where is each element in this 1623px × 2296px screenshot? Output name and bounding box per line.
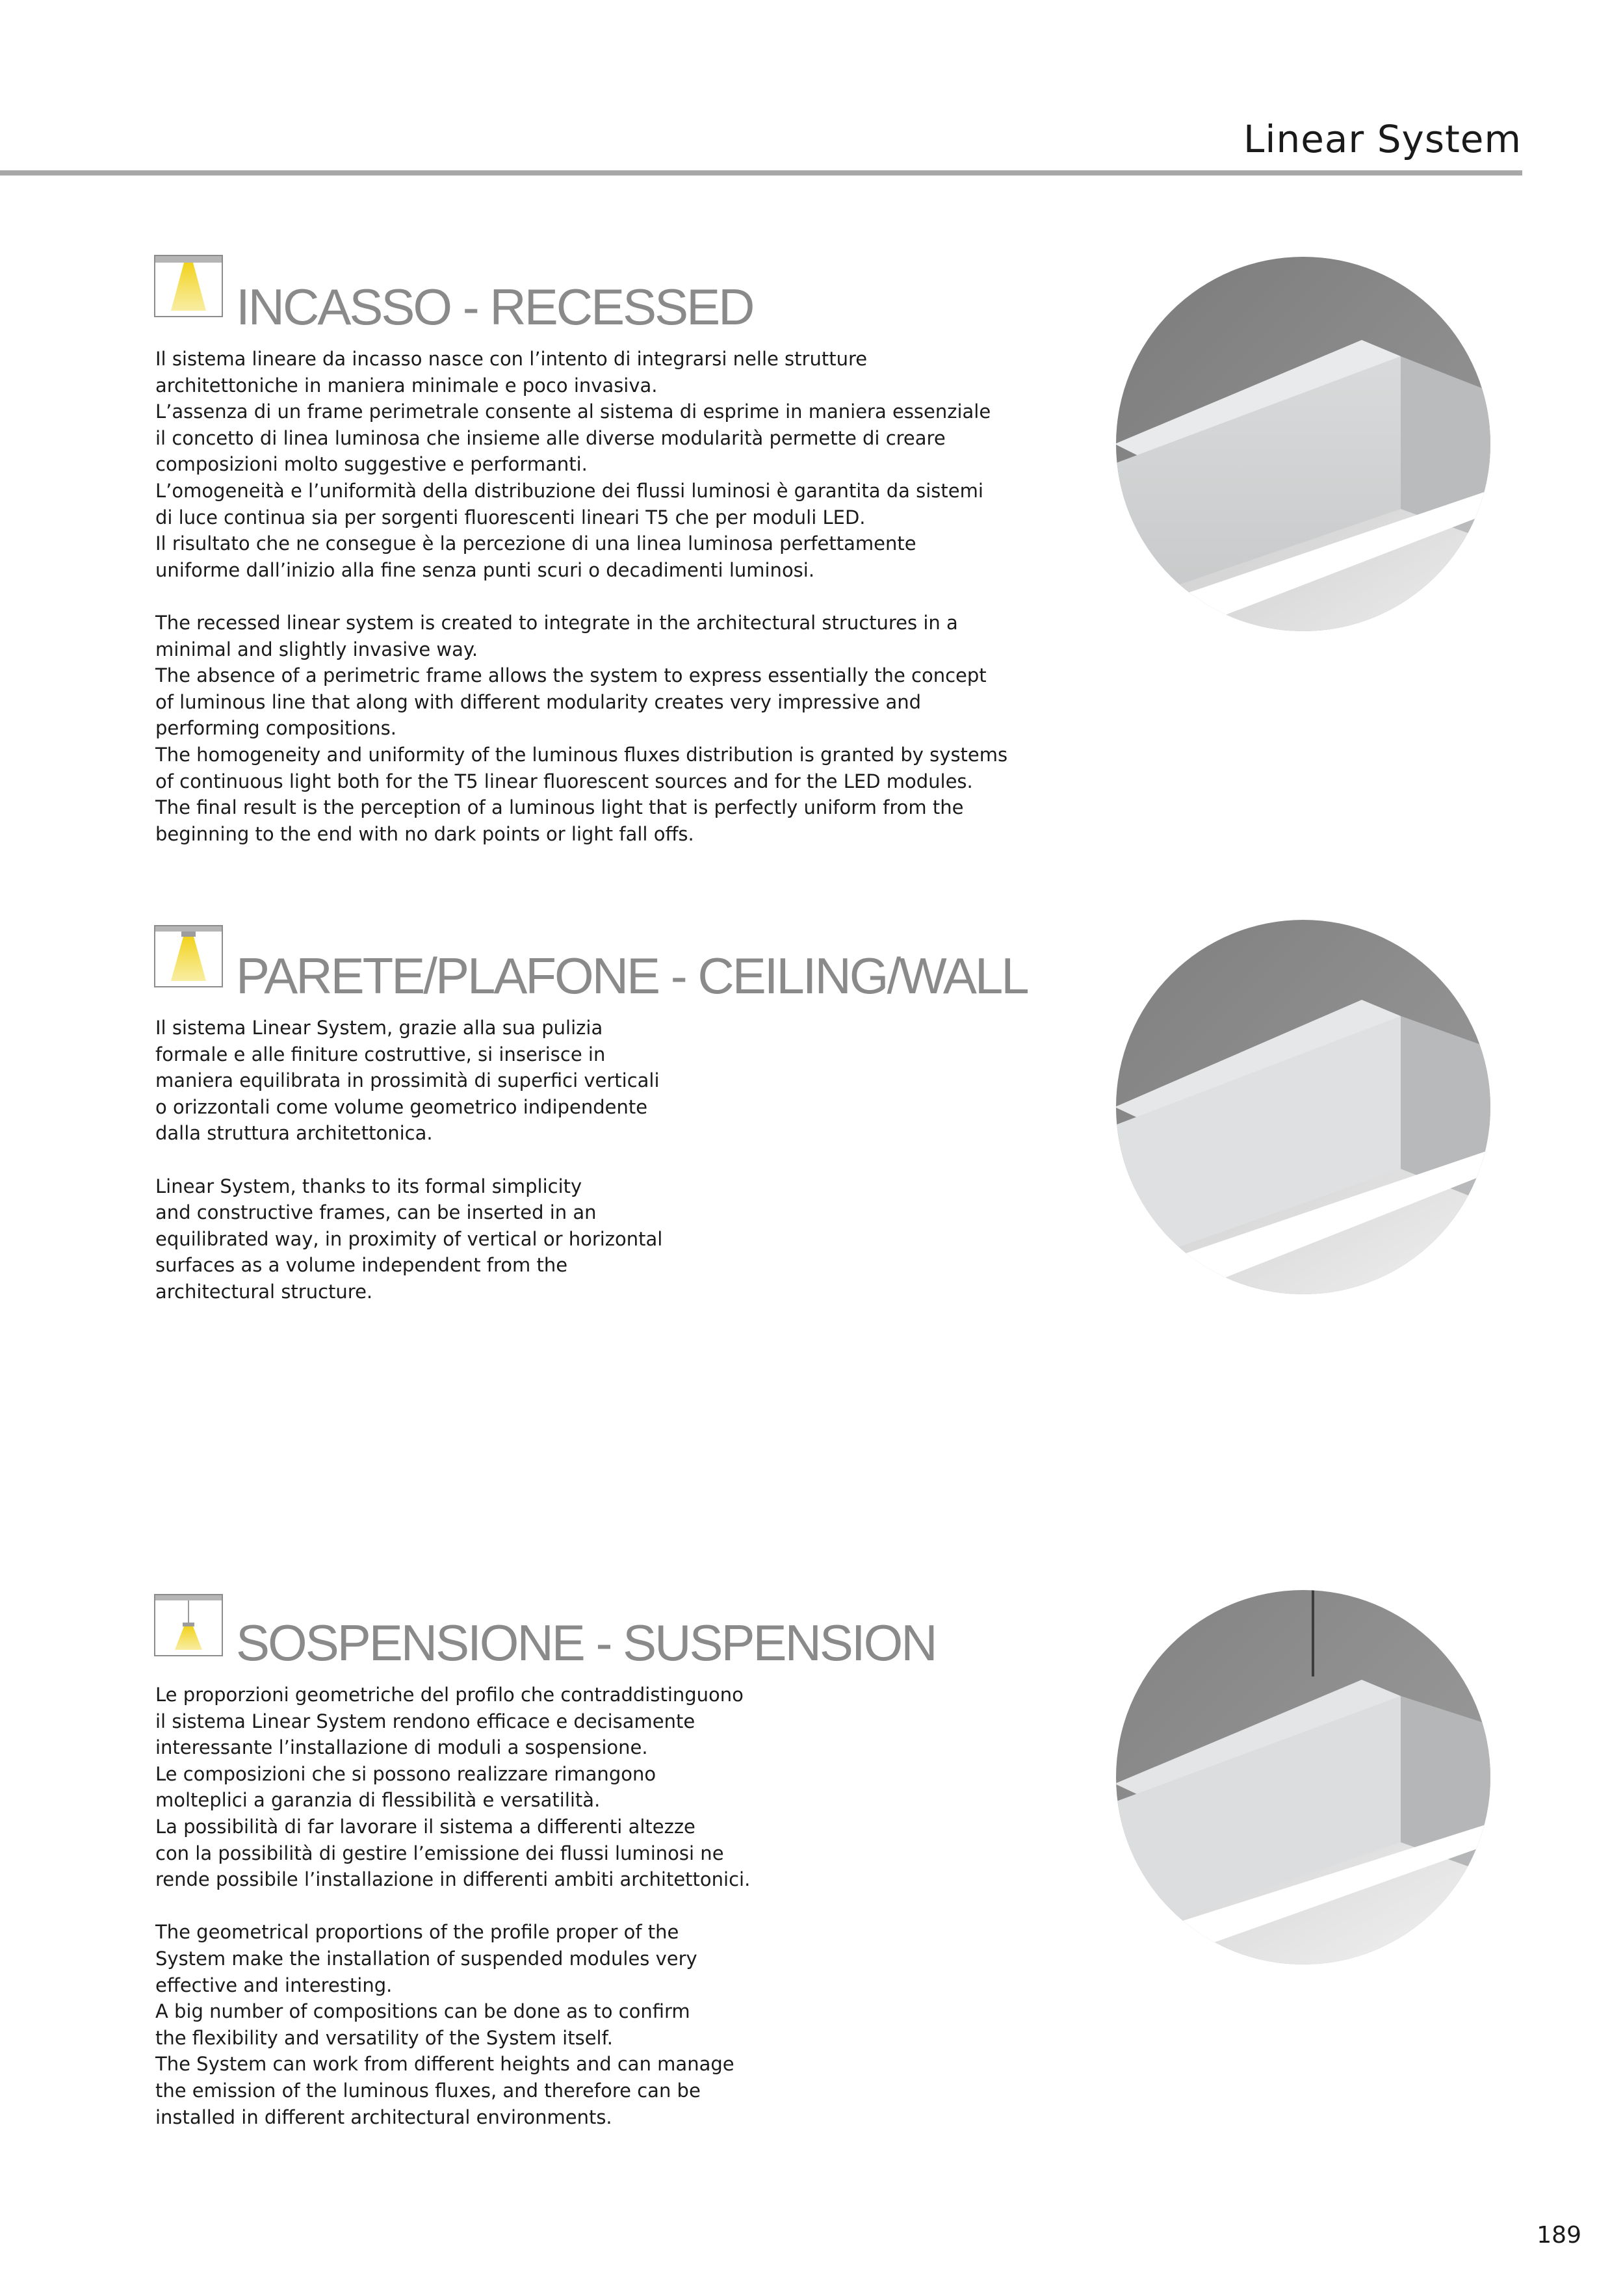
text-line: surfaces as a volume independent from the: [155, 1254, 568, 1277]
text-line: Linear System, thanks to its formal simplicity: [155, 1175, 582, 1197]
text-line: architettoniche in maniera minimale e poco invasiva.: [155, 374, 658, 397]
section-body: [155, 1682, 750, 2130]
text-line: il concetto di linea luminosa che insieme alle diverse modularità permette di creare: [155, 426, 946, 449]
text-line: beginning to the end with no dark points or light fall offs.: [155, 822, 694, 845]
header-rule: [0, 170, 1522, 176]
ceiling-lamp-icon: [154, 925, 223, 987]
text-line: System make the installation of suspended modules very: [155, 1947, 697, 1970]
text-line: The geometrical proportions of the profile proper of the: [155, 1921, 679, 1944]
text-line: uniforme dall’inizio alla fine senza punti scuri o decadimenti luminosi.: [155, 558, 815, 581]
text-line: The final result is the perception of a luminous light that is perfectly uniform from the: [155, 796, 964, 819]
italian-text: [155, 346, 1007, 583]
text-line: equilibrated way, in proximity of vertical or horizontal: [155, 1227, 663, 1250]
section-title: SOSPENSIONE - SUSPENSION: [236, 1614, 936, 1671]
text-line: Il risultato che ne consegue è la percezione di una linea luminosa perfettamente: [155, 532, 916, 555]
english-text: [155, 1919, 750, 2130]
text-line: La possibilità di far lavorare il sistema a differenti altezze: [155, 1815, 695, 1838]
text-line: the emission of the luminous fluxes, and therefore can be: [155, 2079, 701, 2102]
italian-text: [155, 1015, 662, 1147]
suspension-lamp-icon: [154, 1594, 223, 1656]
text-line: molteplici a garanzia di flessibilità e versatilità.: [155, 1789, 601, 1812]
text-line: di luce continua sia per sorgenti fluorescenti lineari T5 che per moduli LED.: [155, 506, 866, 528]
text-line: rende possibile l’installazione in differenti ambiti architettonici.: [155, 1868, 751, 1891]
text-line: The System can work from different heights and can manage: [155, 2053, 734, 2076]
section-body: [155, 346, 1007, 847]
text-line: Le proporzioni geometriche del profilo che contraddistinguono: [155, 1684, 744, 1706]
text-line: effective and interesting.: [155, 1974, 393, 1996]
text-line: performing compositions.: [155, 717, 396, 740]
text-line: The homogeneity and uniformity of the luminous fluxes distribution is granted by systems: [155, 743, 1008, 766]
text-line: Il sistema lineare da incasso nasce con l’intento di integrarsi nelle strutture: [155, 348, 868, 370]
section-body: [155, 1015, 662, 1305]
text-line: of luminous line that along with different modularity creates very impressive and: [155, 690, 922, 713]
text-line: composizioni molto suggestive e performanti.: [155, 453, 588, 476]
italian-text: [155, 1682, 750, 1893]
page-number: 189: [1537, 2222, 1581, 2249]
text-line: dalla struttura architettonica.: [155, 1122, 433, 1145]
text-line: L’omogeneità e l’uniformità della distribuzione dei flussi luminosi è garantita da sistemi: [155, 479, 983, 502]
text-line: installed in different architectural environments.: [155, 2106, 612, 2128]
recessed-product-photo: [1115, 255, 1492, 633]
text-line: interessante l’installazione di moduli a sospensione.: [155, 1736, 648, 1759]
text-line: il sistema Linear System rendono efficace e decisamente: [155, 1710, 695, 1732]
text-line: Il sistema Linear System, grazie alla sua pulizia: [155, 1017, 603, 1039]
text-line: o orizzontali come volume geometrico indipendente: [155, 1095, 648, 1118]
text-line: architectural structure.: [155, 1280, 373, 1303]
text-line: and constructive frames, can be inserted in an: [155, 1201, 597, 1224]
english-text: [155, 610, 1007, 847]
text-line: The absence of a perimetric frame allows the system to express essentially the concept: [155, 664, 987, 687]
text-line: of continuous light both for the T5 linear fluorescent sources and for the LED modules.: [155, 770, 973, 792]
english-text: [155, 1173, 662, 1305]
text-line: con la possibilità di gestire l’emissione dei flussi luminosi ne: [155, 1842, 724, 1864]
header-title: Linear System: [1243, 117, 1522, 161]
ceiling-wall-product-photo: [1115, 919, 1492, 1296]
text-line: Le composizioni che si possono realizzare rimangono: [155, 1762, 656, 1785]
text-line: The recessed linear system is created to integrate in the architectural structures in a: [155, 611, 958, 634]
text-line: formale e alle finiture costruttive, si inserisce in: [155, 1043, 606, 1065]
text-line: the flexibility and versatility of the System itself.: [155, 2026, 613, 2049]
text-line: maniera equilibrata in prossimità di superfici verticali: [155, 1069, 660, 1092]
suspension-product-photo: [1115, 1589, 1492, 1966]
text-line: L’assenza di un frame perimetrale consente al sistema di esprime in maniera essenziale: [155, 400, 991, 423]
section-title: INCASSO - RECESSED: [236, 278, 753, 335]
text-line: A big number of compositions can be done as to confirm: [155, 2000, 690, 2023]
section-title: PARETE/PLAFONE - CEILING/WALL: [236, 947, 1028, 1004]
text-line: minimal and slightly invasive way.: [155, 638, 478, 660]
recessed-lamp-icon: [154, 255, 223, 317]
